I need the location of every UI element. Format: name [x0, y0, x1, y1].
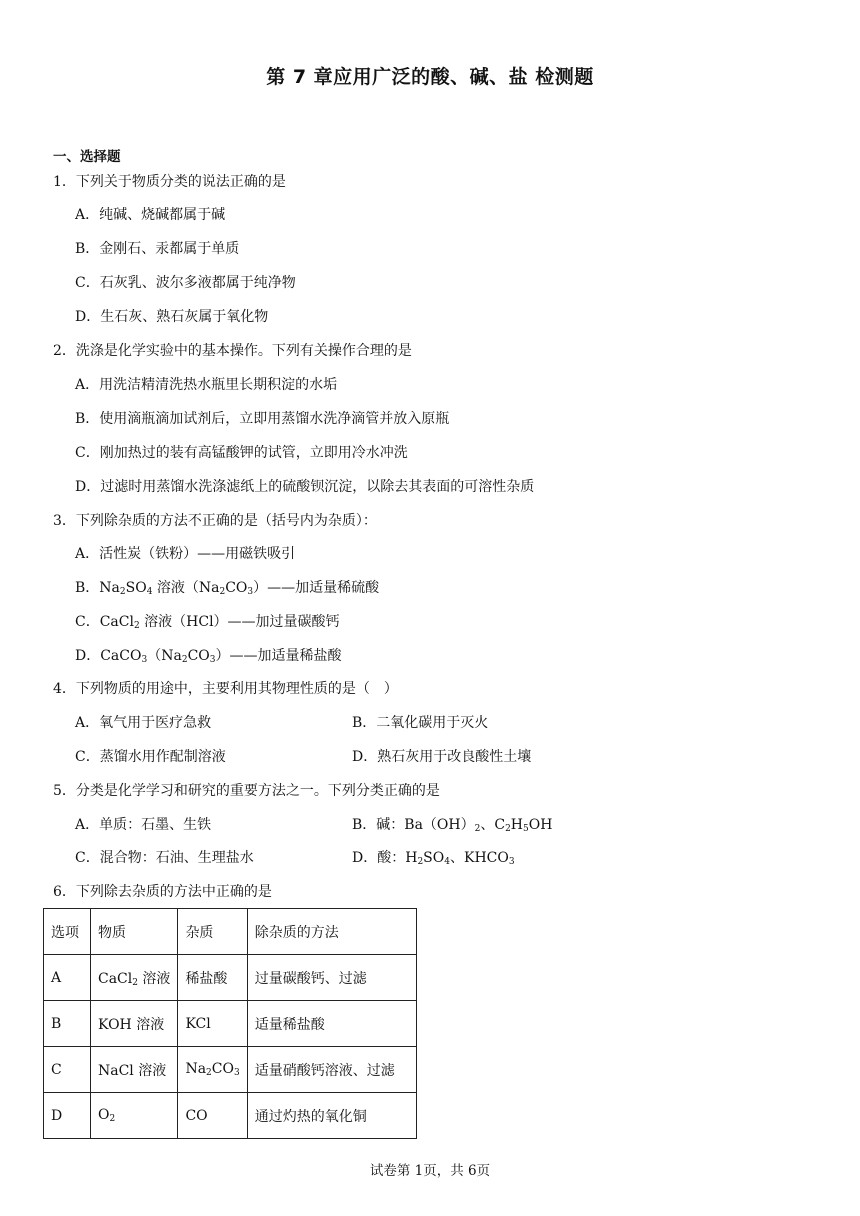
question-4-option-b: B．二氧化碳用于灭火 — [352, 715, 489, 731]
section-heading: 一、选择题 — [53, 149, 121, 165]
table-cell-method: 适量硝酸钙溶液、过滤 — [247, 1047, 416, 1093]
table-cell-impurity: $Na_2CO_3$ — [178, 1047, 247, 1093]
question-2-option-c: C．刚加热过的装有高锰酸钾的试管，立即用冷水冲洗 — [75, 445, 408, 461]
table-header-cell: 除杂质的方法 — [247, 909, 416, 955]
impurity-removal-table — [43, 908, 417, 1139]
table-header-cell: 物质 — [91, 909, 178, 955]
table-row — [44, 1093, 417, 1139]
table-header-cell: 杂质 — [178, 909, 247, 955]
question-5-option-c: C．混合物：石油、生理盐水 — [75, 850, 254, 866]
table-cell-option: C — [44, 1047, 91, 1093]
table-row — [44, 955, 417, 1001]
table-cell-substance: $O_2$ — [91, 1093, 178, 1139]
question-1-option-d: D．生石灰、熟石灰属于氧化物 — [75, 309, 269, 325]
table-cell-method: 过量碳酸钙、过滤 — [247, 955, 416, 1001]
table-cell-impurity: CO — [178, 1093, 247, 1139]
page-title: 第 7 章应用广泛的酸、碱、盐 检测题 — [266, 66, 594, 88]
question-1-stem: 1．下列关于物质分类的说法正确的是 — [53, 174, 286, 190]
question-4-option-d: D．熟石灰用于改良酸性土壤 — [352, 749, 532, 765]
question-1-option-b: B．金刚石、汞都属于单质 — [75, 241, 240, 257]
table-row — [44, 1047, 417, 1093]
table-header-cell: 选项 — [44, 909, 91, 955]
table-cell-method: 适量稀盐酸 — [247, 1001, 416, 1047]
question-5-stem: 5．分类是化学学习和研究的重要方法之一。下列分类正确的是 — [53, 783, 440, 799]
table-cell-option: B — [44, 1001, 91, 1047]
question-4-stem: 4．下列物质的用途中，主要利用其物理性质的是（ ） — [53, 681, 398, 697]
table-cell-substance: NaCl 溶液 — [91, 1047, 178, 1093]
table-cell-substance: CaCl$_2$ 溶液 — [91, 955, 178, 1001]
table-cell-method: 通过灼热的氧化铜 — [247, 1093, 416, 1139]
table-cell-option: D — [44, 1093, 91, 1139]
question-2-option-a: A．用洗洁精清洗热水瓶里长期积淀的水垢 — [75, 377, 338, 393]
question-5-option-a: A．单质：石墨、生铁 — [75, 817, 212, 833]
page-footer: 试卷第 1页，共 6页 — [369, 1163, 491, 1179]
question-5-option-b: B．碱：$Ba(OH)_2$、$C_2H_5OH$ — [352, 817, 553, 834]
table-cell-impurity: KCl — [178, 1001, 247, 1047]
question-3-option-d: D．$CaCO_3(Na_2CO_3)——$加适量稀盐酸 — [75, 648, 342, 665]
question-6-stem: 6．下列除去杂质的方法中正确的是 — [53, 884, 272, 900]
question-4-option-c: C．蒸馏水用作配制溶液 — [75, 749, 226, 765]
question-3-option-a: A．活性炭（铁粉）——用磁铁吸引 — [75, 546, 296, 562]
table-cell-option: A — [44, 955, 91, 1001]
table-header-row — [44, 909, 417, 955]
question-3-stem: 3．下列除杂质的方法不正确的是（括号内为杂质）： — [53, 513, 377, 529]
question-1-option-a: A．纯碱、烧碱都属于碱 — [75, 207, 226, 223]
table-row — [44, 1001, 417, 1047]
question-2-option-d: D．过滤时用蒸馏水洗涤滤纸上的硫酸钡沉淀，以除去其表面的可溶性杂质 — [75, 479, 535, 495]
question-2-stem: 2．洗涤是化学实验中的基本操作。下列有关操作合理的是 — [53, 343, 412, 359]
question-3-option-b: B．$Na_2SO_4$ 溶液$(Na_2CO_3)——$加适量稀硫酸 — [75, 580, 380, 597]
question-1-option-c: C．石灰乳、波尔多液都属于纯净物 — [75, 275, 296, 291]
table-cell-substance: KOH 溶液 — [91, 1001, 178, 1047]
table-cell-impurity: 稀盐酸 — [178, 955, 247, 1001]
question-4-option-a: A．氧气用于医疗急救 — [75, 715, 212, 731]
question-2-option-b: B．使用滴瓶滴加试剂后，立即用蒸馏水洗净滴管并放入原瓶 — [75, 411, 450, 427]
question-5-option-d: D．酸：$H_2SO_4$、$KHCO_3$ — [352, 850, 515, 867]
question-3-option-c: C．CaCl$_2$ 溶液（HCl）——加过量碳酸钙 — [75, 614, 340, 631]
